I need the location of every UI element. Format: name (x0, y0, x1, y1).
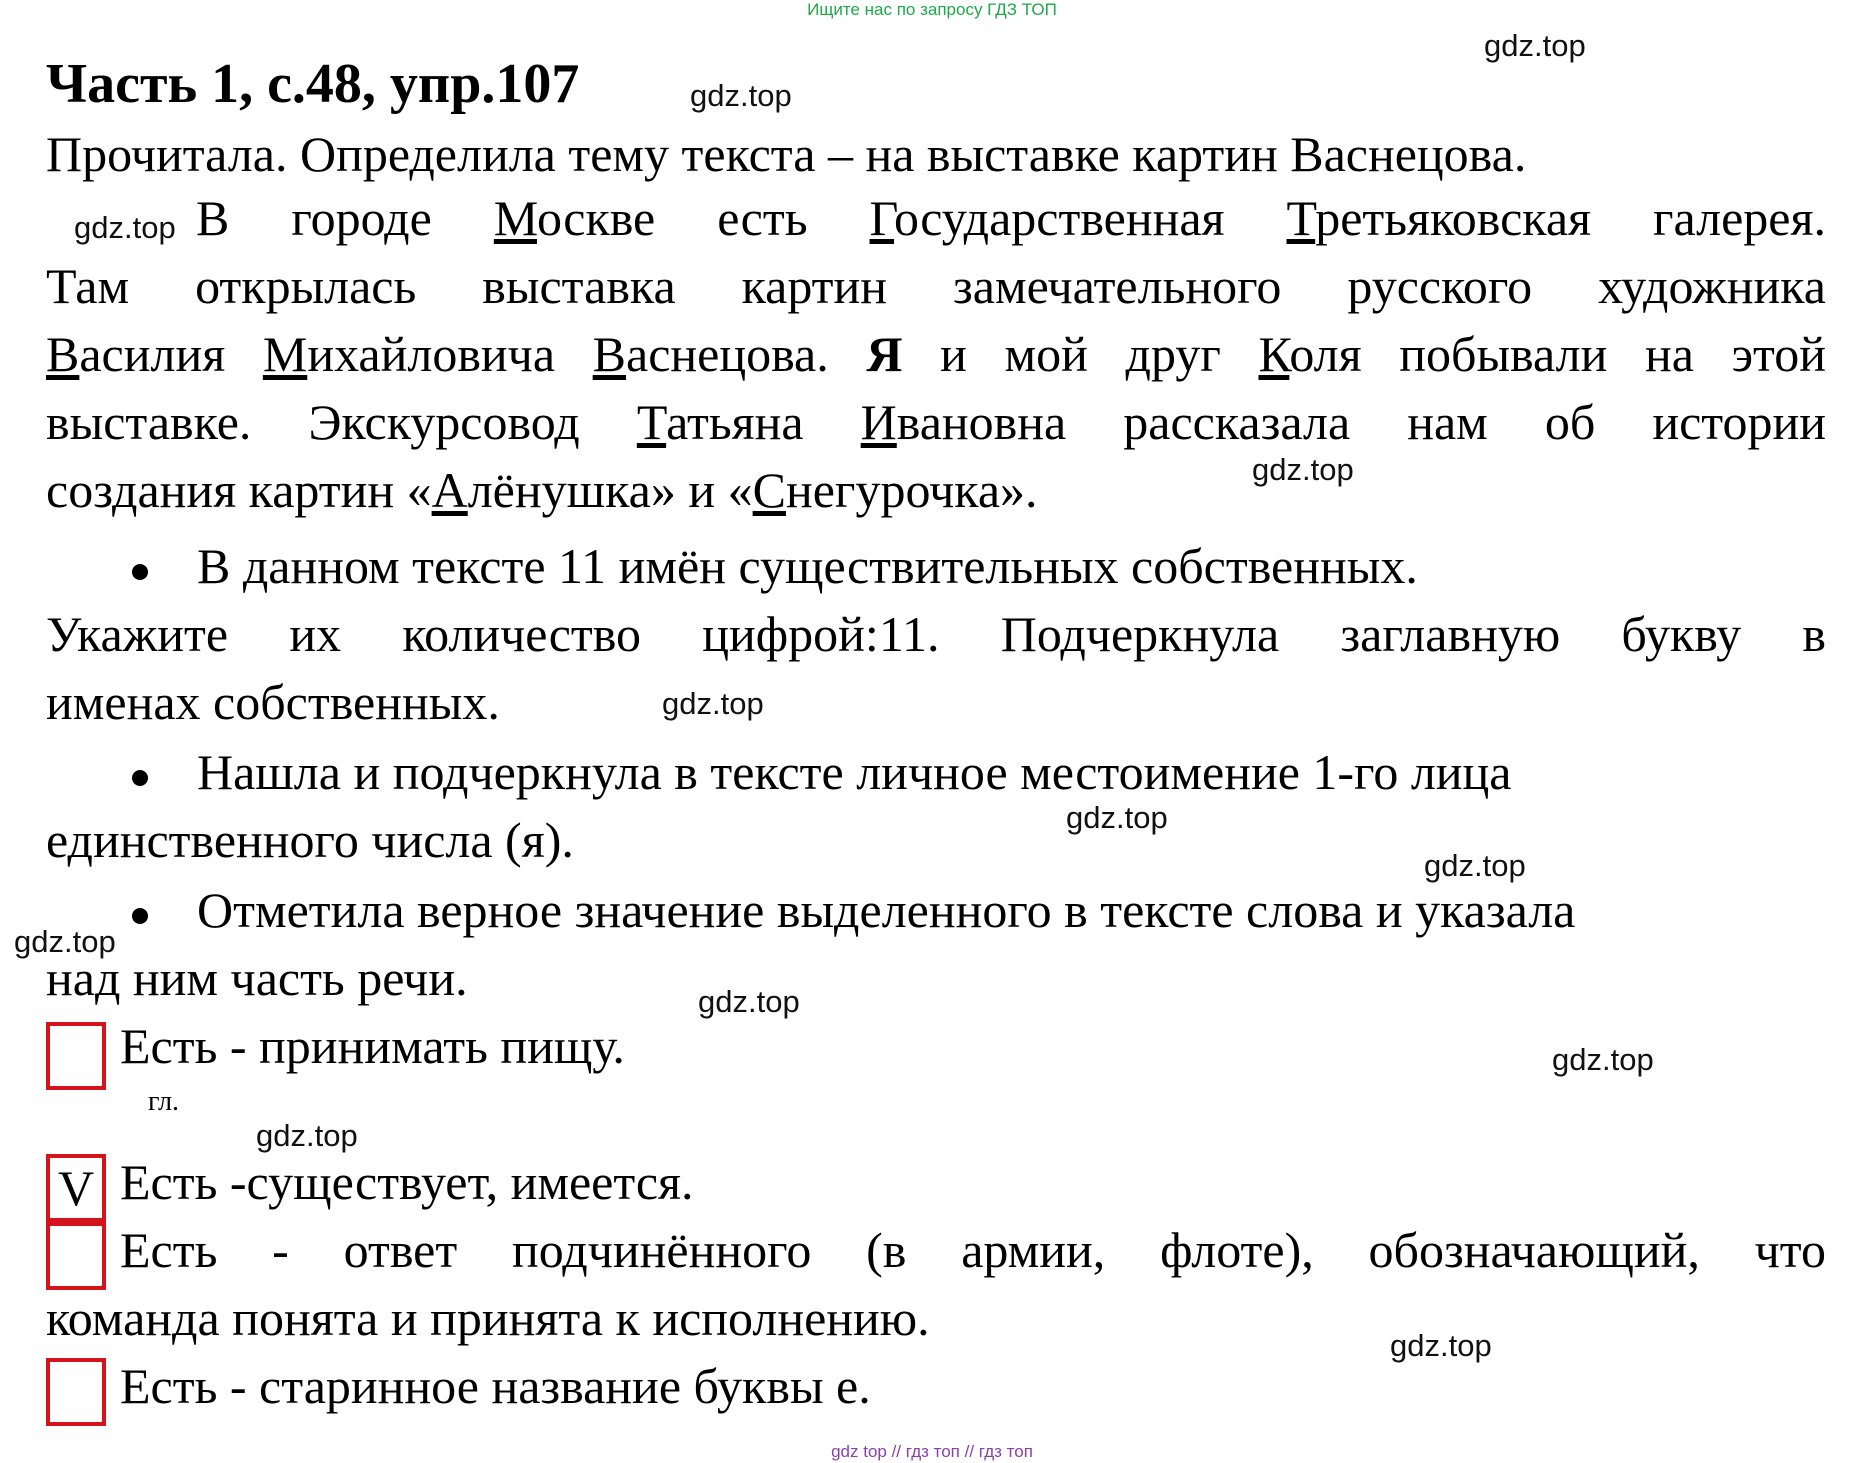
highlighted-word: Я (866, 326, 903, 382)
option-3-text: Есть - ответ подчинённого (в армии, флоте), обозначающий, что (120, 1222, 1826, 1278)
watermark: gdz.top (256, 1118, 358, 1153)
option-3-cont: команда понята и принята к исполнению. (46, 1290, 930, 1346)
watermark: gdz.top (1252, 452, 1354, 487)
watermark: gdz.top (662, 686, 764, 721)
top-banner[interactable]: Ищите нас по запросу ГДЗ ТОП (807, 0, 1057, 19)
exercise-title: Часть 1, с.48, упр.107 (46, 53, 580, 115)
watermark: gdz.top (1390, 1328, 1492, 1363)
part-of-speech-note: гл. (148, 1086, 180, 1117)
bullet-dot (132, 564, 148, 580)
count-line: Укажите их количество цифрой:11. Подчеркнула заглавную букву в (46, 606, 1826, 662)
bullet-3: Отметила верное значение выделенного в тексте слова и указала (197, 882, 1576, 938)
watermark: gdz.top (1552, 1042, 1654, 1077)
intro-line: Прочитала. Определила тему текста – на выставке картин Васнецова. (46, 126, 1527, 182)
bullet-2: Нашла и подчеркнула в тексте личное местоимение 1-го лица (197, 744, 1512, 800)
option-4-checkbox[interactable] (46, 1358, 106, 1426)
bottom-banner[interactable]: gdz top // гдз топ // гдз топ (831, 1442, 1033, 1461)
watermark: gdz.top (1424, 848, 1526, 883)
watermark: gdz.top (698, 984, 800, 1019)
text-line-4: выставке. Экскурсовод Татьяна Ивановна рассказала нам об истории (46, 394, 1826, 450)
option-2-text: Есть -существует, имеется. (120, 1154, 694, 1210)
text-line-2: Там открылась выставка картин замечательного русского художника (46, 258, 1826, 314)
option-2-checkbox[interactable]: V (46, 1154, 106, 1222)
text-line-1: В городе Москве есть Государственная Третьяковская галерея. (196, 190, 1826, 246)
watermark: gdz.top (14, 924, 116, 959)
watermark: gdz.top (690, 78, 792, 113)
watermark: gdz.top (1066, 800, 1168, 835)
bullet-2-cont: единственного числа (я). (46, 812, 574, 868)
bullet-dot (132, 908, 148, 924)
text-line-3: Василия Михайловича Васнецова. Я и мой друг Коля побывали на этой (46, 326, 1826, 382)
count-line-cont: именах собственных. (46, 674, 500, 730)
option-1-text: Есть - принимать пищу. (120, 1018, 625, 1074)
bullet-1: В данном тексте 11 имён существительных собственных. (197, 538, 1418, 594)
option-3-checkbox[interactable] (46, 1222, 106, 1290)
text-line-5: создания картин «Алёнушка» и «Снегурочка». (46, 462, 1038, 518)
watermark: gdz.top (1484, 28, 1586, 63)
option-4-text: Есть - старинное название буквы е. (120, 1358, 871, 1414)
bullet-3-cont: над ним часть речи. (46, 950, 468, 1006)
bullet-dot (132, 770, 148, 786)
option-1-checkbox[interactable] (46, 1022, 106, 1090)
watermark: gdz.top (74, 210, 176, 245)
